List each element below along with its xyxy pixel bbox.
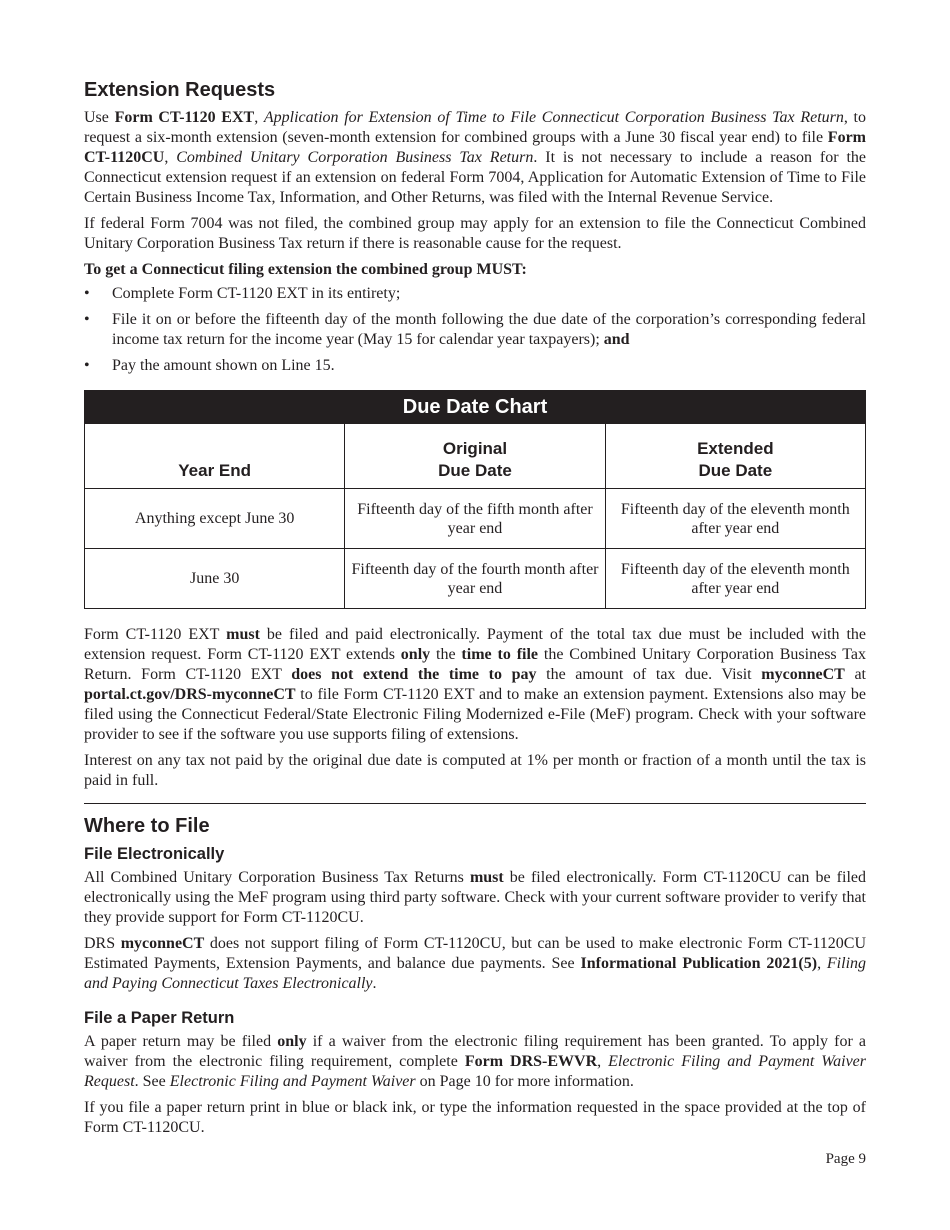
list-item: • Complete Form CT-1120 EXT in its entirety; [84, 285, 401, 302]
extension-intro-paragraph: Use Form CT-1120 EXT, Application for Extension of Time to File Connecticut Corporation Business Tax Return, to request a six-month extension (seven-month extension for combined groups with a June 30 fiscal year end) to file Form CT-1120CU, Combined Unitary Corporation Business Tax Return. It is not necessary to include a reason for the Connecticut extension request if an extension on federal Form 7004, Application for Automatic Extension of Time to File Certain Business Income Tax, Information, and Other Returns, was filed with the Internal Revenue Service. [84, 109, 867, 206]
list-item: • Pay the amount shown on Line 15. [84, 357, 335, 374]
where-to-file-heading: Where to File [84, 815, 210, 837]
cell-extended-due-date: Fifteenth day of the eleventh month after year end [605, 549, 865, 609]
electronic-filing-paragraph: Form CT-1120 EXT must be filed and paid electronically. Payment of the total tax due must be included with the extension request. Form CT-1120 EXT extends only the time to file the Combined Unitary Corporation Business Tax Return. Form CT-1120 EXT does not extend the time to pay the amount of tax due. Visit myconneCT at portal.ct.gov/DRS-myconneCT to file Form CT-1120 EXT and to make an extension payment. Extensions also may be filed using the Connecticut Federal/State Electronic Filing Modernized e-File (MeF) program. Check with your software provider to see if the software you use supports filing of extensions. [84, 626, 866, 743]
page-content [84, 78, 866, 1144]
must-heading: To get a Connecticut filing extension the combined group MUST: [84, 261, 527, 278]
section-divider [84, 803, 866, 804]
cell-year-end: June 30 [85, 549, 345, 609]
extension-requests-heading: Extension Requests [84, 79, 276, 101]
header-year-end: Year End [85, 424, 345, 489]
page-number: Page 9 [825, 1151, 866, 1167]
cell-original-due-date: Fifteenth day of the fourth month after year end [345, 549, 605, 609]
due-date-chart [84, 390, 866, 609]
file-electronically-paragraph: All Combined Unitary Corporation Business Tax Returns must be filed electronically. Form CT-1120CU can be filed electronically using the MeF program using third party software. Check with your current software provider to verify that they provide support for Form CT-1120CU. [84, 869, 866, 926]
header-original-due-date: Original Due Date [345, 424, 605, 489]
bullet-icon: • [84, 311, 90, 328]
cell-year-end: Anything except June 30 [85, 489, 345, 549]
bullet-icon: • [84, 285, 90, 302]
due-date-chart-title: Due Date Chart [85, 391, 866, 424]
header-extended-due-date: Extended Due Date [605, 424, 865, 489]
list-item: • File it on or before the fifteenth day of the month following the due date of the corporation’s corresponding federal income tax return for the income year (May 15 for calendar year taxpayers); and [84, 311, 866, 348]
file-electronically-heading: File Electronically [84, 845, 225, 863]
cell-original-due-date: Fifteenth day of the fifth month after year end [345, 489, 605, 549]
cell-extended-due-date: Fifteenth day of the eleventh month after year end [605, 489, 865, 549]
paper-return-paragraph: A paper return may be filed only if a waiver from the electronic filing requirement has been granted. To apply for a waiver from the electronic filing requirement, complete Form DRS-EWVR, Electronic Filing and Payment Waiver Request. See Electronic Filing and Payment Waiver on Page 10 for more information. [84, 1033, 867, 1090]
file-paper-return-heading: File a Paper Return [84, 1009, 235, 1027]
table-row [85, 489, 866, 549]
table-row [85, 549, 866, 609]
bullet-icon: • [84, 357, 90, 374]
extension-requirements-list [84, 284, 866, 376]
ink-instructions-paragraph: If you file a paper return print in blue or black ink, or type the information requested in the space provided at the top of Form CT-1120CU. [84, 1099, 866, 1136]
reasonable-cause-paragraph: If federal Form 7004 was not filed, the combined group may apply for an extension to file the Connecticut Combined Unitary Corporation Business Tax return if there is reasonable cause for the request. [84, 215, 866, 252]
myconnect-paragraph: DRS myconneCT does not support filing of Form CT-1120CU, but can be used to make electronic Form CT-1120CU Estimated Payments, Extension Payments, and balance due payments. See Informational Publication 2021(5), Filing and Paying Connecticut Taxes Electronically. [84, 935, 867, 992]
interest-paragraph: Interest on any tax not paid by the original due date is computed at 1% per month or fraction of a month until the tax is paid in full. [84, 752, 866, 789]
